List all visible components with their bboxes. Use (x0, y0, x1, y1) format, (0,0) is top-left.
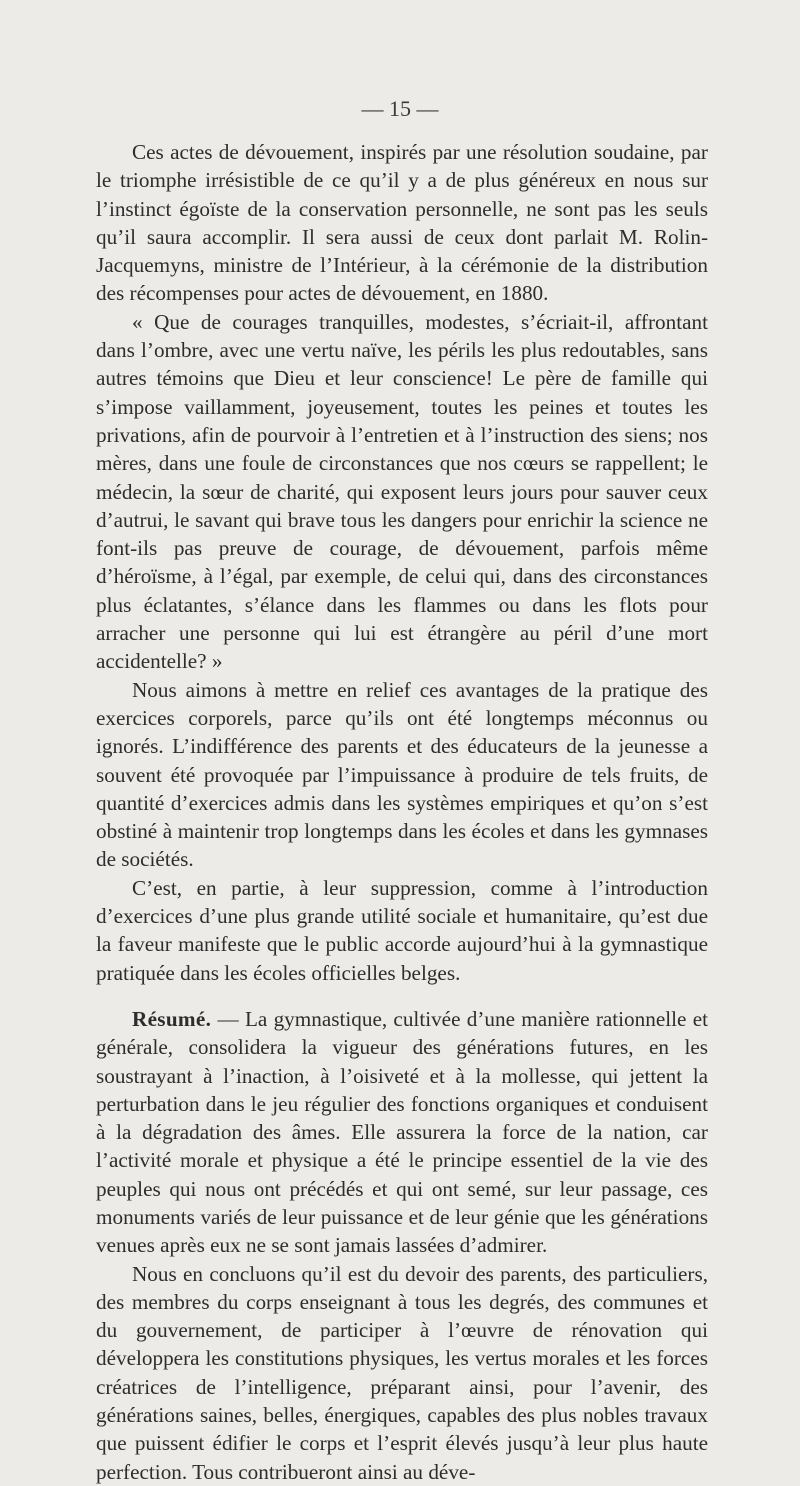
resume-label: Résumé. (132, 1006, 212, 1031)
paragraph-conclusion: Nous en concluons qu’il est du devoir des parents, des particuliers, des membres du corps enseignant à tous les degrés, des communes et du gouvernement, de participer à l’œuvre de rénovation qui développera les constitutions physiques, les vertus morales et les forces créatrices de l’intelligence, préparant ainsi, pour l’avenir, des générations saines, belles, énergiques, capables des plus nobles travaux que puissent édifier le corps et l’esprit élevés jusqu’à leur plus haute perfection. Tous contribueront ainsi au déve- (96, 1261, 708, 1484)
paragraph-quote: « Que de courages tranquilles, modestes, s’écriait-il, affrontant dans l’ombre, avec une vertu naïve, les périls les plus redoutables, sans autres témoins que Dieu et leur conscience! Le père de famille qui s’impose vaillamment, joyeusement, toutes les peines et toutes les privations, afin de pourvoir à l’entretien et à l’instruction des siens; nos mères, dans une foule de circonstances que nos cœurs se rappellent; le médecin, la sœur de charité, qui exposent leurs jours pour sauver ceux d’autrui, le savant qui brave tous les dangers pour enrichir la science ne font-ils pas preuve de courage, de dévouement, parfois même d’héroïsme, à l’égal, par exemple, de celui qui, dans des circonstances plus éclatantes, s’élance dans les flammes ou dans les flots pour arracher une personne qui lui est étrangère au péril d’une mort accidentelle? » (96, 309, 708, 674)
resume-text: — La gymnastique, cultivée d’une manière rationnelle et générale, consolidera la vigueur des générations futures, en les soustrayant à l’inaction, à l’oisiveté et à la mollesse, qui jettent la perturbation dans le jeu régulier des fonctions organiques et conduisent à la dégradation des âmes. Elle assurera la force de la nation, car l’activité morale et physique a été le principe essentiel de la vie des peuples qui nous ont précédés et qui ont semé, sur leur passage, ces monuments variés de leur puissance et de leur génie que les générations venues après eux ne se sont jamais lassées d’admirer. (96, 1006, 708, 1258)
paragraph-suppression: C’est, en partie, à leur suppression, comme à l’introduction d’exercices d’une plus grande utilité sociale et humanitaire, qu’est due la faveur manifeste que le public accorde aujourd’hui à la gymnastique pratiquée dans les écoles officielles belges. (96, 875, 708, 985)
page-number: — 15 — (361, 96, 439, 121)
paragraph-devotion: Ces actes de dévouement, inspirés par une résolution soudaine, par le triomphe irrésistible de ce qu’il y a de plus généreux en nous sur l’instinct égoïste de la conservation personnelle, ne sont pas les seuls qu’il saura accomplir. Il sera aussi de ceux dont parlait M. Rolin-Jacquemyns, ministre de l’Intérieur, à la cérémonie de la distribution des récompenses pour actes de dévouement, en 1880. (96, 140, 708, 306)
paragraph-advantages: Nous aimons à mettre en relief ces avantages de la pratique des exercices corporels, parce qu’ils ont été longtemps méconnus ou ignorés. L’indifférence des parents et des éducateurs de la jeunesse a souvent été provoquée par l’impuissance à produire de tels fruits, de quantité d’exercices admis dans les systèmes empiriques et qu’on s’est obstiné à maintenir trop longtemps dans les écoles et dans les gymnases de sociétés. (96, 677, 708, 872)
paragraph-resume (96, 1005, 708, 1260)
section-gap (96, 987, 708, 1005)
body-text (96, 138, 708, 1486)
